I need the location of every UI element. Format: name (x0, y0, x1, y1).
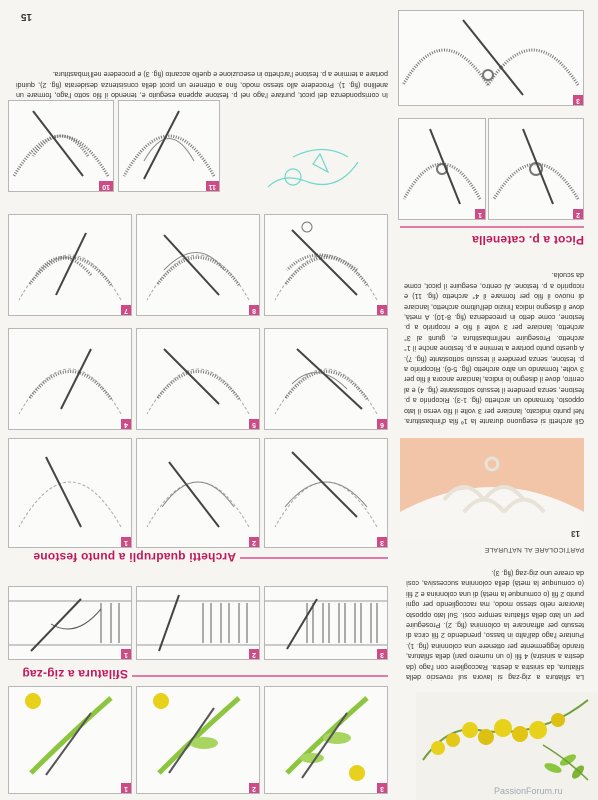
photo-number: 13 (571, 529, 580, 538)
figure-number: 5 (249, 419, 259, 429)
figure-number: 11 (206, 181, 219, 191)
figure-number: 3 (377, 649, 387, 659)
figure-number: 2 (249, 783, 259, 793)
picot-figure-3 (398, 10, 584, 106)
flower-photo (416, 692, 598, 800)
picot-text: In corrispondenza del picot, puntare l'ago nel p. festone appena eseguito e, tenendo il filo sotto l'ago, formare un anellino (fig. 1). Procedere allo stesso modo, fino a ottenere un picot della consistenza desiderata (fig. 2), quindi portare a termine a p. festone l'archetto in esecuzione e quello accanto (fig. 3) e procedere nell'imbastitura. (16, 70, 388, 99)
archetti-figure-9 (264, 214, 388, 316)
figure-number: 10 (99, 181, 113, 191)
figure-number: 1 (475, 209, 485, 219)
sfilatura-leaf-figure-2 (136, 686, 260, 794)
archetti-title-rule (240, 558, 388, 560)
watermark: PassionForum.ru (494, 786, 563, 796)
photo-caption: PARTICOLARE AL NATURALE (484, 546, 584, 553)
sfilatura-text: La sfilatura a zig-zag si lavora sul rovescio della sfilatura, da sinistra a destra. Raccogliere con l'ago (da destra a sinistra) 4 fili (o un numero pari) della sfilatura, tirando leggermente per ottenere una colonnina (fig. 1). Puntare l'ago dall'alto in basso, prendendo 2 fili circa di tessuto per affrancare la colonnina (fig. 2). Proseguire per un lato della sfilatura sempre così. Sul lato opposto lavorare nello stesso modo, ma raccogliendo per ogni punto 2 fili (o comunque la metà) di una colonnina e 2 fili (o comunque la metà) della colonnina successiva, così da creare uno zig-zag (fig. 3). (406, 568, 584, 681)
picot-figure-2 (488, 118, 584, 220)
sfilatura-drawn-figure-3 (264, 586, 388, 660)
sfilatura-drawn-figure-2 (136, 586, 260, 660)
figure-number: 1 (121, 649, 131, 659)
page-number: 15 (20, 11, 32, 22)
picot-title: Picot a p. catenella (471, 233, 584, 247)
picot-figure-1 (398, 118, 486, 220)
archetti-text: Gli archetti si eseguono durante la 1ª fila d'imbastitura. Nel punto indicato, lanciare per 3 volte il filo verso il lato opposto, formando un archetto (fig. 1-3). Ricoprirlo a p. festone, senza prendere il tessuto sottostante (fig. 4) e al centro, dove il disegno lo indica, lanciare ancora il filo per 3 volte, formando un altro archetto (fig. 5-6). Ricoprirlo a p. festone, senza prendere il tessuto sottostante (fig. 7). A questo punto portare a termine a p. festone anche il 1° archetto. Proseguire nell'imbastitura e, giunti al 3° archetto, lanciare per 3 volte il filo e ricoprirlo a p. festone, come detto in precedenza (fig. 8-10). A metà, dove il disegno indica l'inizio dell'ultimo archetto, lanciare di nuovo il filo per formare il 4° archetto (fig. 11) e ricoprirlo a p. festone. Al centro, eseguire il picot, come da scuola. (404, 271, 584, 425)
bird-stamp-illustration (258, 132, 368, 212)
figure-number: 7 (121, 305, 131, 315)
sfilatura-leaf-figure-3 (264, 686, 388, 794)
archetti-figure-10 (8, 100, 114, 192)
figure-number: 2 (249, 649, 259, 659)
sfilatura-title: Sfilatura a zig-zag (22, 667, 128, 681)
figure-number: 1 (121, 537, 131, 547)
figure-number: 6 (377, 419, 387, 429)
figure-number: 1 (121, 783, 131, 793)
archetti-figure-6 (264, 328, 388, 430)
figure-number: 3 (377, 537, 387, 547)
sfilatura-drawn-figure-1 (8, 586, 132, 660)
archetti-figure-8 (136, 214, 260, 316)
archetti-figure-11 (118, 100, 220, 192)
archetti-title: Archetti quadrupli a punto festone (33, 550, 236, 564)
figure-number: 9 (377, 305, 387, 315)
archetti-figure-5 (136, 328, 260, 430)
figure-number: 3 (573, 95, 583, 105)
archetti-figure-2 (136, 438, 260, 548)
figure-number: 8 (249, 305, 259, 315)
archetti-figure-4 (8, 328, 132, 430)
figure-number: 4 (121, 419, 131, 429)
figure-number: 2 (249, 537, 259, 547)
sfilatura-leaf-figure-1 (8, 686, 132, 794)
figure-number: 3 (377, 783, 387, 793)
archetti-figure-3 (264, 438, 388, 548)
sfilatura-title-rule (132, 676, 388, 678)
archetti-figure-7 (8, 214, 132, 316)
archetti-figure-1 (8, 438, 132, 548)
lace-photo (400, 438, 584, 542)
picot-title-rule (400, 227, 584, 229)
figure-number: 2 (573, 209, 583, 219)
